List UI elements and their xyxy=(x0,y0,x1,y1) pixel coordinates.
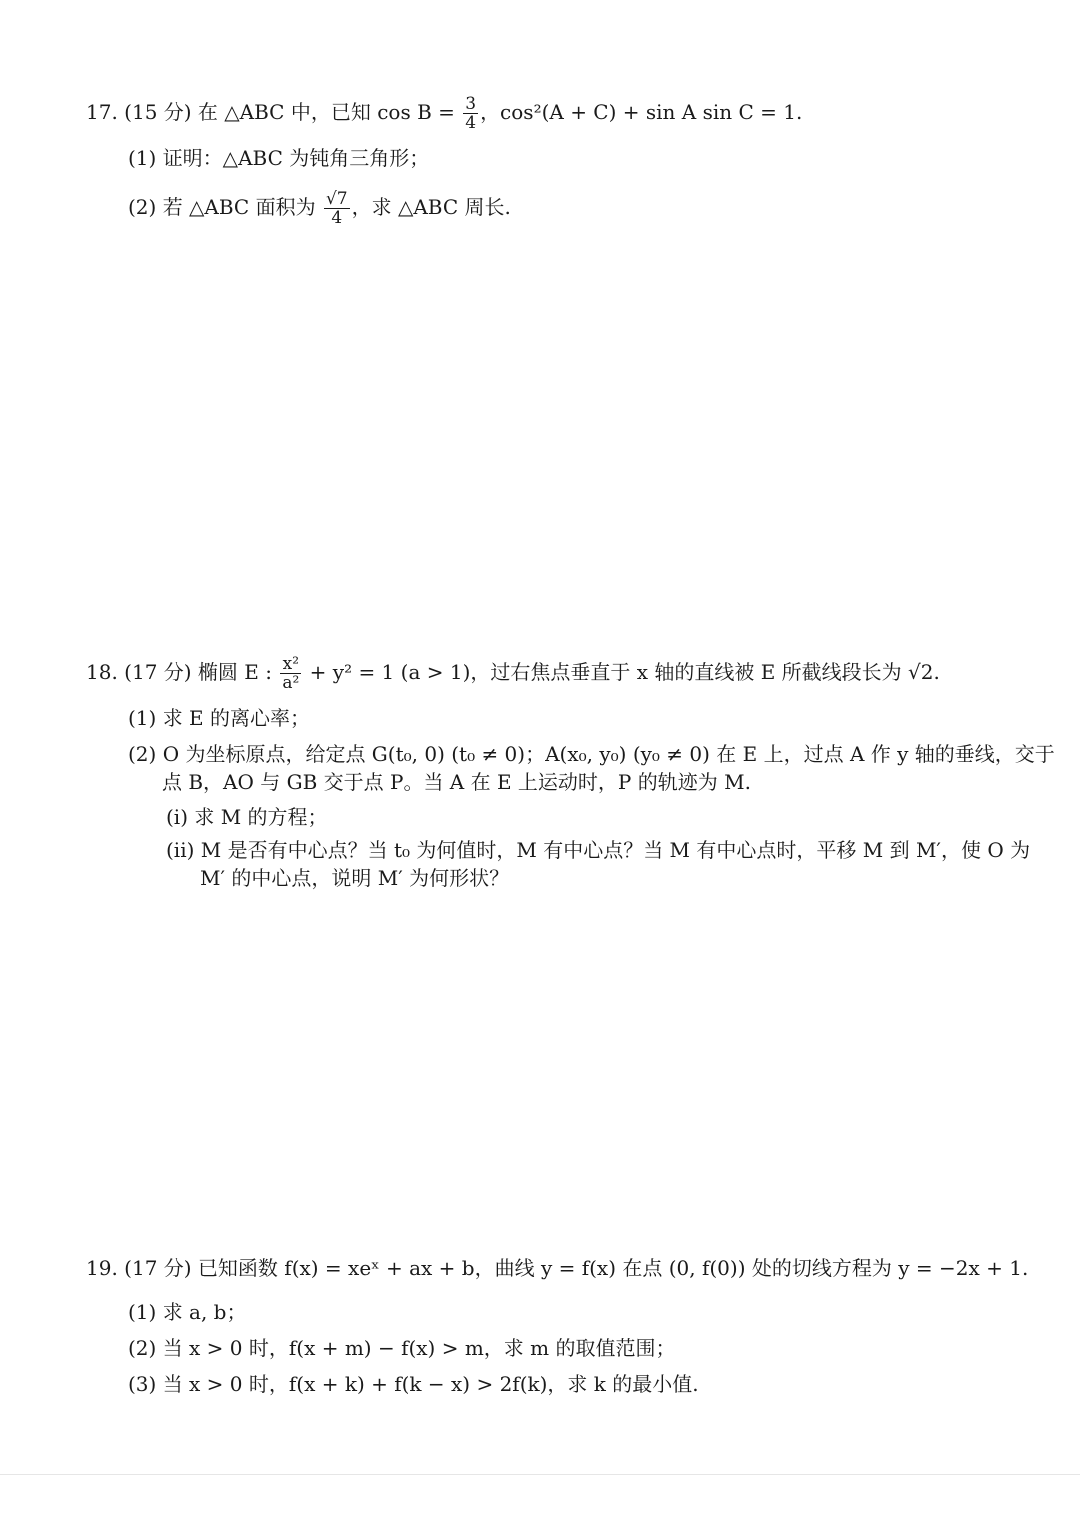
problem-19-part-1: (1) 求 a, b； xyxy=(128,1300,247,1324)
problem-18-part-2-line-2: 点 B，AO 与 GB 交于点 P。当 A 在 E 上运动时，P 的轨迹为 M. xyxy=(162,770,751,794)
area-fraction xyxy=(324,190,350,227)
cos-b-fraction xyxy=(463,95,478,132)
problem-17-stem-text: 17. (15 分) 在 △ABC 中，已知 cos B = xyxy=(86,100,462,124)
fraction-numerator: √7 xyxy=(325,189,348,209)
problem-19-stem: 19. (17 分) 已知函数 f(x) = xeˣ + ax + b，曲线 y = f(x) 在点 (0, f(0)) 处的切线方程为 y = −2x + 1. xyxy=(86,1256,1029,1280)
problem-17-part-2-tail: ，求 △ABC 周长. xyxy=(351,195,511,219)
problem-17-stem xyxy=(86,95,802,132)
problem-17-part-2-text: (2) 若 △ABC 面积为 xyxy=(128,195,322,219)
fraction-denominator: 4 xyxy=(465,113,477,133)
problem-17-part-2 xyxy=(128,190,511,227)
ellipse-fraction xyxy=(280,655,301,692)
fraction-denominator: a² xyxy=(282,673,300,693)
fraction-numerator: 3 xyxy=(465,94,477,114)
problem-18-stem-tail: + y² = 1 (a > 1)，过右焦点垂直于 x 轴的直线被 E 所截线段长为 √2. xyxy=(303,660,940,684)
problem-18-subpart-ii-line-2: M′ 的中心点，说明 M′ 为何形状？ xyxy=(200,866,510,890)
problem-18-subpart-ii-line-1: (ii) M 是否有中心点？当 t₀ 为何值时，M 有中心点？当 M 有中心点时，平移 M 到 M′，使 O 为 xyxy=(166,838,1031,862)
problem-19-part-2: (2) 当 x > 0 时，f(x + m) − f(x) > m，求 m 的取值范围； xyxy=(128,1336,676,1360)
problem-18-part-1: (1) 求 E 的离心率； xyxy=(128,706,311,730)
problem-17-stem-tail: ，cos²(A + C) + sin A sin C = 1. xyxy=(480,100,803,124)
problem-18-stem-text: 18. (17 分) 椭圆 E : xyxy=(86,660,279,684)
fraction-denominator: 4 xyxy=(331,208,343,228)
problem-17-part-1: (1) 证明：△ABC 为钝角三角形； xyxy=(128,146,430,170)
problem-18-subpart-i: (i) 求 M 的方程； xyxy=(166,805,328,829)
page-bottom-divider xyxy=(0,1474,1080,1475)
problem-18-stem xyxy=(86,655,940,692)
problem-18-part-2-line-1: (2) O 为坐标原点，给定点 G(t₀, 0) (t₀ ≠ 0)；A(x₀, y₀) (y₀ ≠ 0) 在 E 上，过点 A 作 y 轴的垂线，交于 xyxy=(128,742,1055,766)
fraction-numerator: x² xyxy=(280,655,301,674)
problem-19-part-3: (3) 当 x > 0 时，f(x + k) + f(k − x) > 2f(k)，求 k 的最小值. xyxy=(128,1372,699,1396)
